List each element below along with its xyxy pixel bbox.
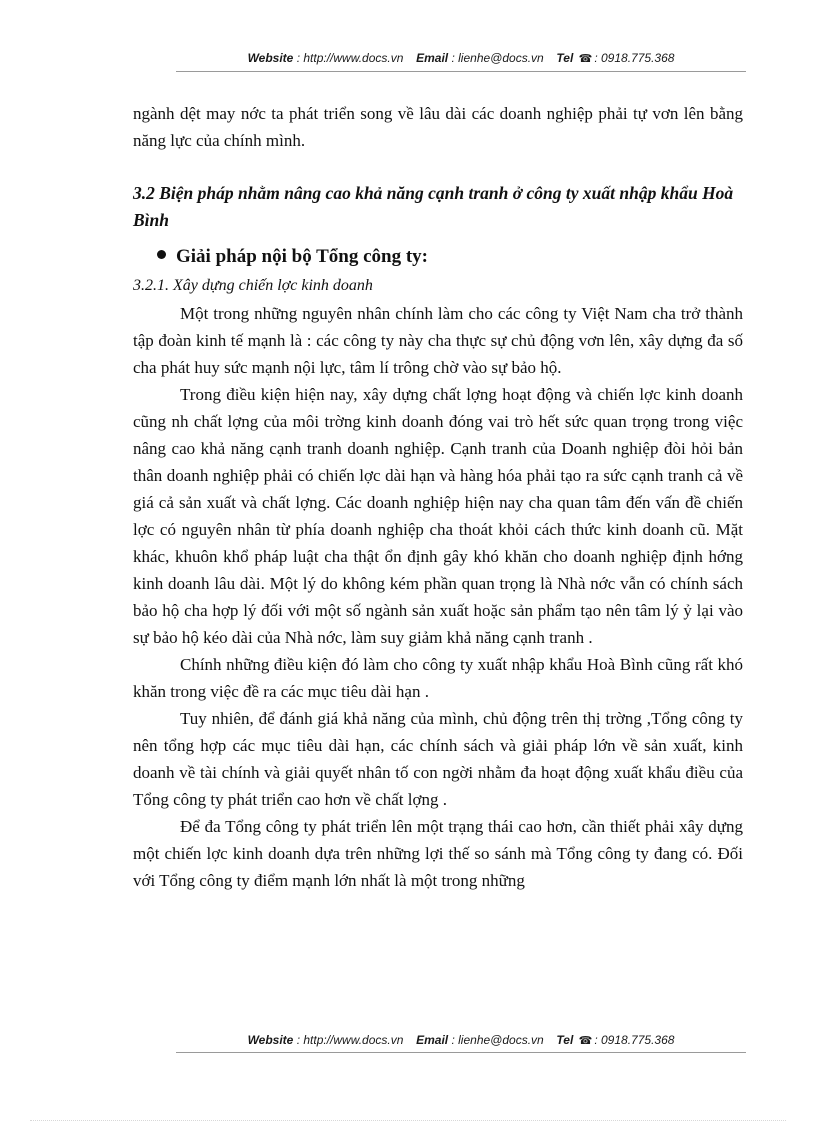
bullet-heading <box>157 243 428 270</box>
phone-icon: ☎ <box>578 1035 593 1047</box>
footer-website-label: Website <box>247 1033 294 1047</box>
header-website-value: : http://www.docs.vn <box>296 51 404 65</box>
footer-website-value: : http://www.docs.vn <box>296 1033 404 1047</box>
paragraph-3: Chính những điều kiện đó làm cho công ty xuất nhập khẩu Hoà Bình cũng rất khó khăn trong việc đề ra các mục tiêu dài hạn . <box>133 655 743 701</box>
intro-paragraph <box>133 100 743 154</box>
paragraph-5: Để đa Tổng công ty phát triển lên một trạng thái cao hơn, cần thiết phải xây dựng một chiến lợc kinh doanh dựa trên những lợi thế so sánh mà Tổng công ty đang có. Đối với Tổng công ty điểm mạnh lớn nhất là một trong những <box>133 817 743 890</box>
sub-heading: 3.2.1. Xây dựng chiến lợc kinh doanh <box>133 277 373 294</box>
paragraph-4: Tuy nhiên, để đánh giá khả năng của mình, chủ động trên thị trờng ,Tổng công ty nên tổng hợp các mục tiêu dài hạn, các chính sách và giải pháp lớn về sản xuất, kinh doanh về tài chính và giải quyết nhân tố con ngời nhằm đa hoạt động xuất khẩu điều của Tổng công ty phát triển cao hơn về chất lợng . <box>133 709 743 809</box>
intro-text: ngành dệt may nớc ta phát triển song về lâu dài các doanh nghiệp phải tự vơn lên bằng năng lực của chính mình. <box>133 104 743 150</box>
body-paragraphs <box>133 300 743 894</box>
header-tel-value: : 0918.775.368 <box>594 51 675 65</box>
header-website-label: Website <box>247 51 294 65</box>
page-header <box>176 51 746 65</box>
footer-email-value: : lienhe@docs.vn <box>451 1033 544 1047</box>
paragraph-1: Một trong những nguyên nhân chính làm cho các công ty Việt Nam cha trở thành tập đoàn kinh tế mạnh là : các công ty này cha thực sự chủ động vơn lên, xây dựng đa số cha phát huy sức mạnh nội lực, tâm lí trông chờ vào sự bảo hộ. <box>133 304 743 377</box>
paragraph-2: Trong điều kiện hiện nay, xây dựng chất lợng hoạt động và chiến lợc kinh doanh cũng nh chất lợng của môi trờng kinh doanh đóng vai trò hết sức quan trọng trong việc nâng cao khả năng cạnh tranh doanh nghiệp. Cạnh tranh của Doanh nghiệp đòi hỏi bản thân doanh nghiệp phải có chiến lợc dài hạn và hàng hóa phải tạo ra sức cạnh tranh cả về giá cả sản xuất và chất lợng. Các doanh nghiệp hiện nay cha quan tâm đến vấn đề chiến lợc có nguyên nhân từ phía doanh nghiệp cha thoát khỏi cách thức kinh doanh cũ. Mặt khác, khuôn khổ pháp luật cha thật ổn định gây khó khăn cho doanh nghiệp định hớng kinh doanh lâu dài. Một lý do không kém phần quan trọng là Nhà nớc vẫn có chính sách bảo hộ cha hợp lý đối với một số ngành sản xuất hoặc sản phẩm tạo nên tâm lý ỷ lại vào sự bảo hộ kéo dài của Nhà nớc, làm suy giảm khả năng cạnh tranh . <box>133 385 743 647</box>
bullet-heading-text: Giải pháp nội bộ Tổng công ty: <box>176 246 429 267</box>
footer-tel-label: Tel <box>556 1033 574 1047</box>
header-email-value: : lienhe@docs.vn <box>451 51 544 65</box>
footer-tel-value: : 0918.775.368 <box>594 1033 675 1047</box>
bullet-icon <box>157 250 166 259</box>
header-tel-label: Tel <box>556 51 574 65</box>
phone-icon: ☎ <box>578 53 593 65</box>
footer-email-label: Email <box>416 1033 449 1047</box>
page-footer <box>176 1033 746 1047</box>
section-heading: 3.2 Biện pháp nhằm nâng cao khả năng cạnh tranh ở công ty xuất nhập khẩu Hoà Bình <box>133 183 734 230</box>
footer-rule <box>176 1052 746 1053</box>
page-bottom-edge <box>30 1120 786 1121</box>
header-rule <box>176 71 746 72</box>
header-email-label: Email <box>416 51 449 65</box>
